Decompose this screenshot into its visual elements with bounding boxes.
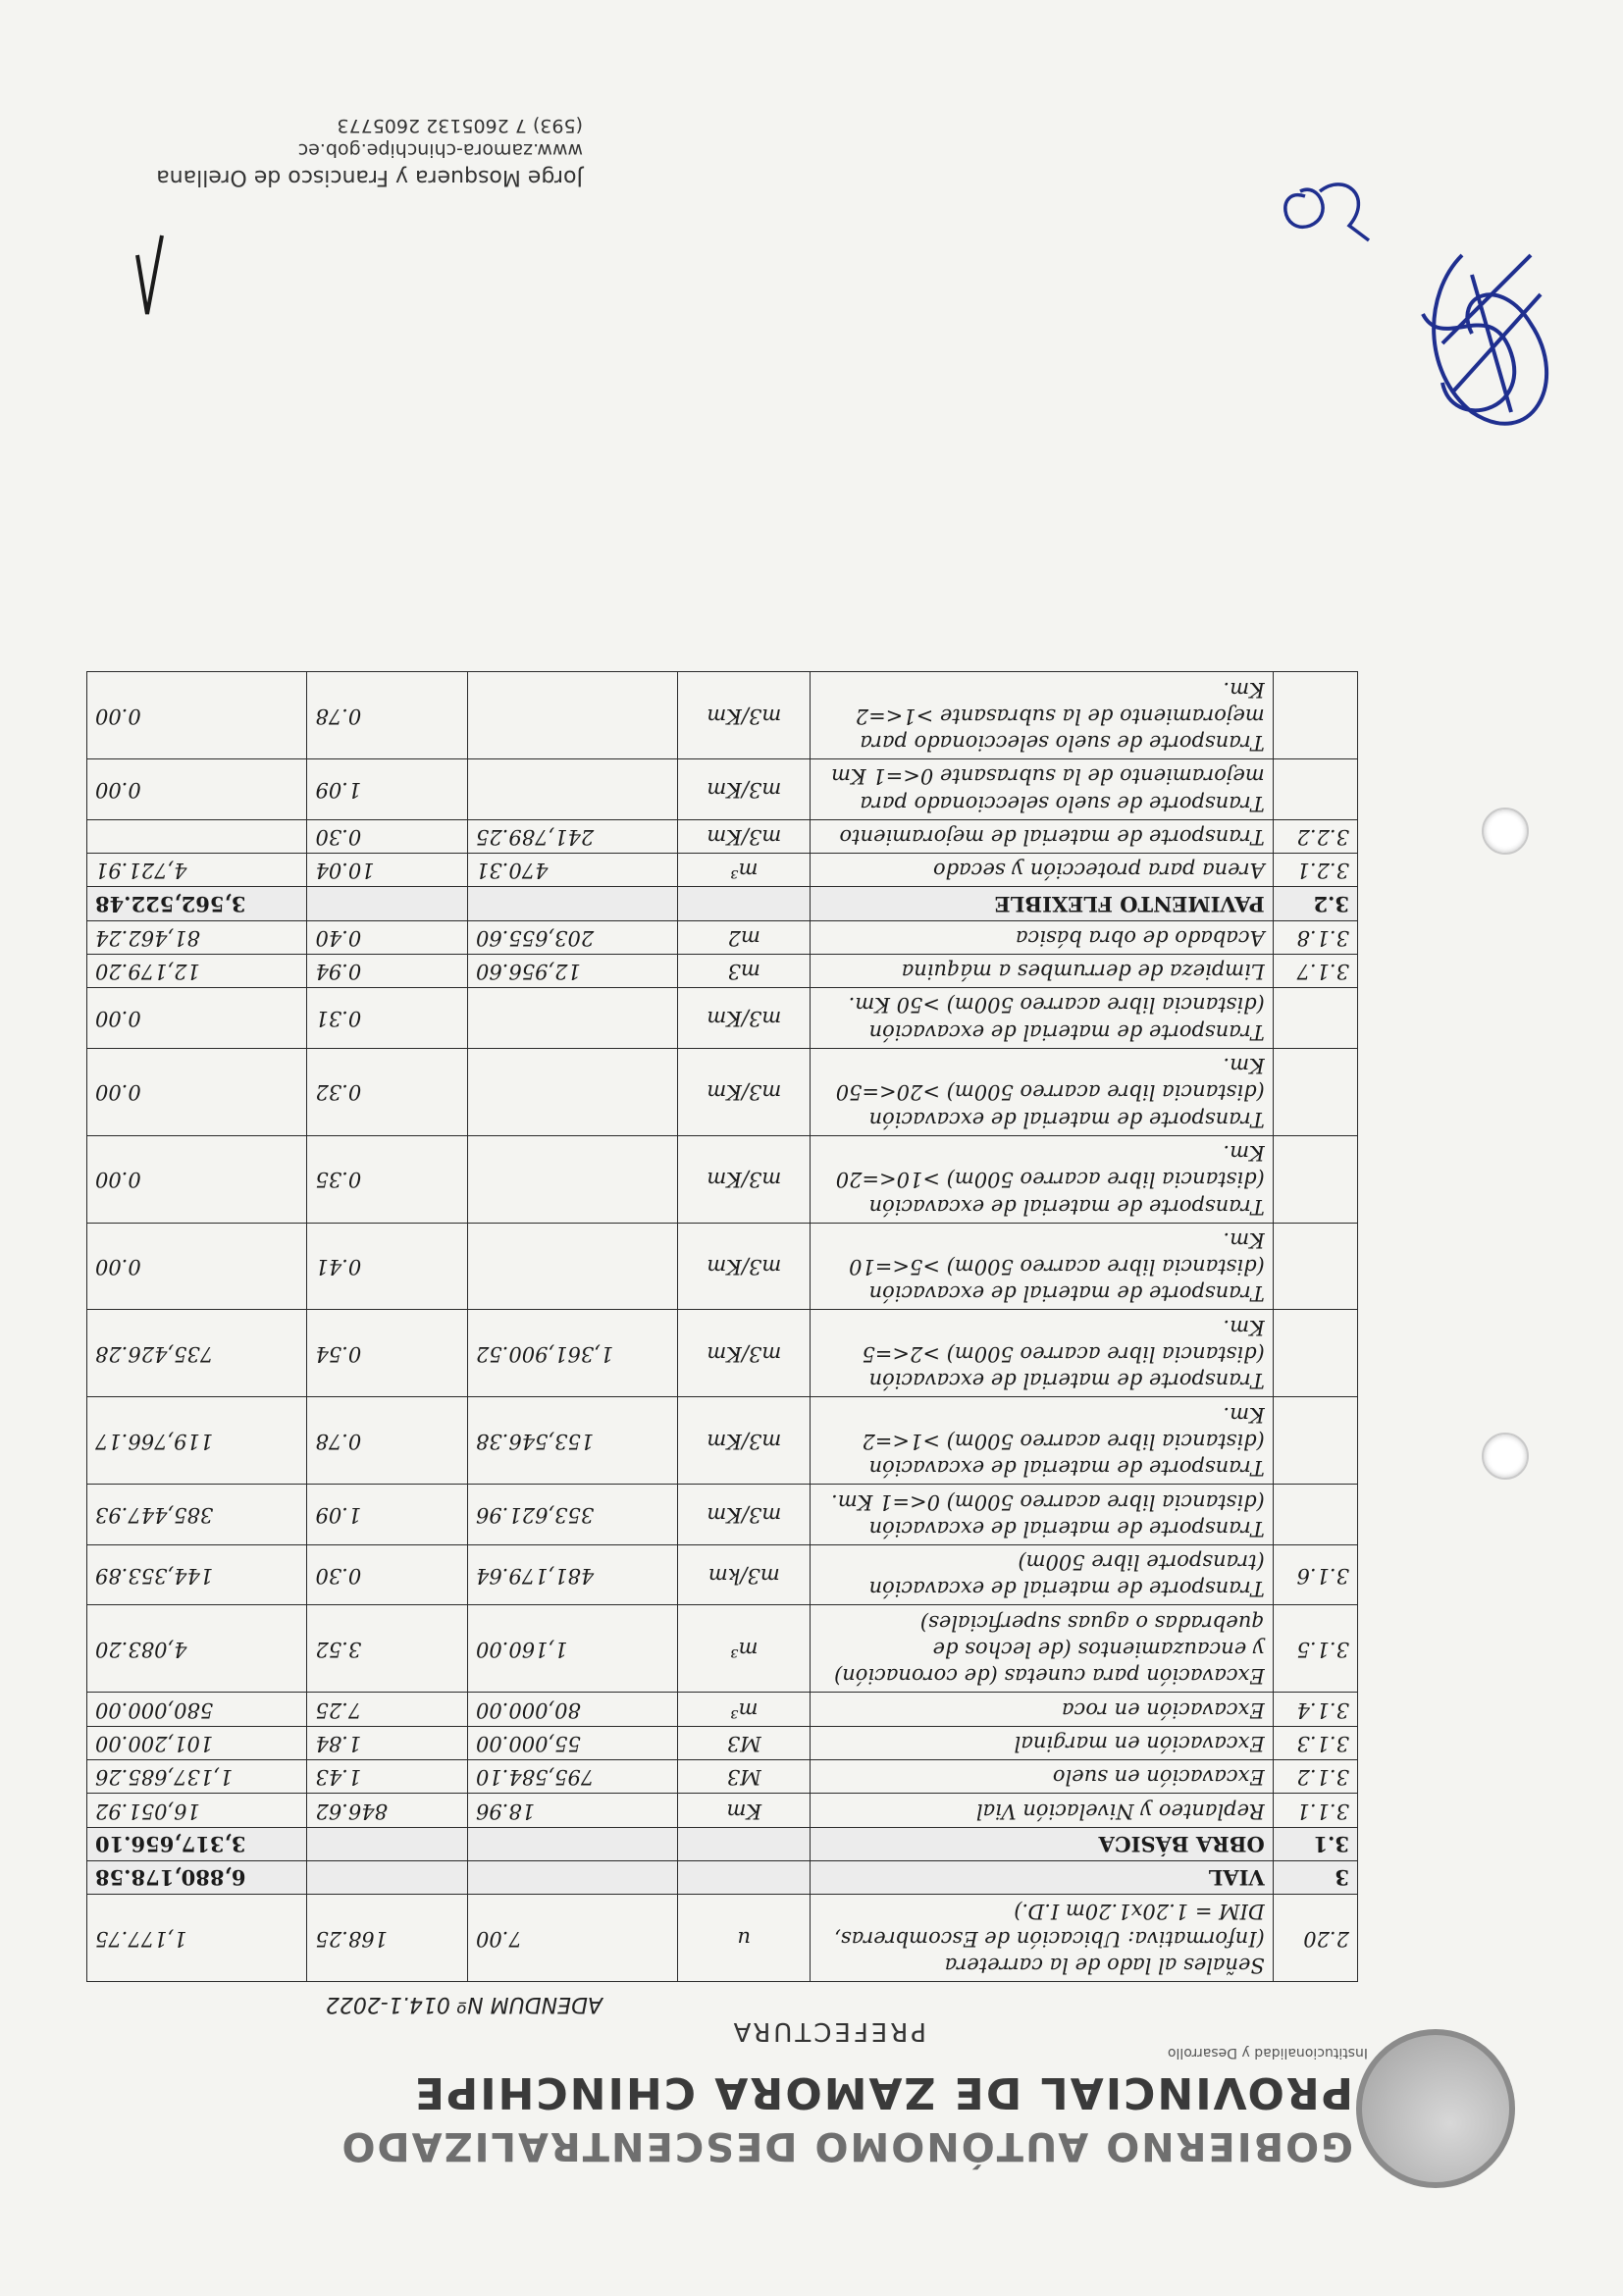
cell-price: 168.25 <box>307 1895 468 1982</box>
item-row <box>87 1693 1358 1726</box>
cell-price: 0.30 <box>307 819 468 853</box>
cell-price: 1.09 <box>307 1485 468 1545</box>
item-row <box>87 1310 1358 1397</box>
cell-price: 0.35 <box>307 1135 468 1223</box>
cell-qty: 55,000.00 <box>467 1726 677 1759</box>
cell-price: 0.31 <box>307 988 468 1049</box>
cell-code: 2.20 <box>1273 1895 1357 1982</box>
cell-unit: u <box>678 1895 811 1982</box>
cell-unit: M3 <box>678 1759 811 1793</box>
cell-qty: 7.00 <box>467 1895 677 1982</box>
cell-price: 0.54 <box>307 1310 468 1397</box>
cell-total: 16,051.92 <box>87 1794 307 1827</box>
section-row <box>87 887 1358 920</box>
cell-unit: m³ <box>678 1605 811 1693</box>
budget-table-body <box>87 672 1358 1982</box>
cell-unit: m3/Km <box>678 1397 811 1485</box>
item-row <box>87 1397 1358 1485</box>
item-row <box>87 1895 1358 1982</box>
cell-desc: Arena para protección y secado <box>811 854 1274 887</box>
cell-desc: Transporte de suelo seleccionado para mejoramiento de la subrasante >1<=2 Km. <box>811 672 1274 759</box>
cell-code <box>1273 1048 1357 1135</box>
cell-desc: OBRA BÁSICA <box>811 1827 1274 1860</box>
addendum-number: ADENDUM Nº 014.1-2022 <box>325 1992 602 2016</box>
cell-price: 10.04 <box>307 854 468 887</box>
cell-desc: Transporte de material de excavación (distancia libre acarreo 500m) >10<=20 Km. <box>811 1135 1274 1223</box>
cell-qty: 18.96 <box>467 1794 677 1827</box>
item-row <box>87 954 1358 987</box>
cell-code <box>1273 1485 1357 1545</box>
cell-total: 385,447.93 <box>87 1485 307 1545</box>
cell-code <box>1273 1310 1357 1397</box>
prefecture-logo <box>1356 2029 1515 2188</box>
cell-desc: Excavación en suelo <box>811 1759 1274 1793</box>
cell-qty <box>467 887 677 920</box>
cell-desc: Transporte de material de excavación (distancia libre acarreo 500m) >2<=5 Km. <box>811 1310 1274 1397</box>
cell-code: 3.1 <box>1273 1827 1357 1860</box>
cell-qty: 1,361,900.52 <box>467 1310 677 1397</box>
cell-price: 846.62 <box>307 1794 468 1827</box>
cell-unit: m3/Km <box>678 1048 811 1135</box>
cell-total: 81,462.24 <box>87 920 307 954</box>
contact-footer <box>156 112 583 191</box>
cell-total: 735,426.28 <box>87 1310 307 1397</box>
cell-code: 3.1.7 <box>1273 954 1357 987</box>
item-row <box>87 988 1358 1049</box>
section-row <box>87 1827 1358 1860</box>
cell-code <box>1273 1223 1357 1310</box>
cell-qty <box>467 1048 677 1135</box>
cell-price: 0.30 <box>307 1544 468 1605</box>
cell-unit: m3/Km <box>678 819 811 853</box>
cell-total: 4,721.91 <box>87 854 307 887</box>
cell-code <box>1273 1397 1357 1485</box>
logo-caption: Institucionalidad y Desarrollo <box>1167 2045 1368 2061</box>
cell-desc: Excavación en roca <box>811 1693 1274 1726</box>
cell-unit: m3/Km <box>678 672 811 759</box>
item-row <box>87 759 1358 820</box>
cell-qty <box>467 1827 677 1860</box>
footer-phone: (593) 7 2605132 2605773 <box>337 114 583 136</box>
cell-total: 580,000.00 <box>87 1693 307 1726</box>
cell-code <box>1273 759 1357 820</box>
cell-code: 3.1.2 <box>1273 1759 1357 1793</box>
item-row <box>87 920 1358 954</box>
cell-desc: Transporte de material de excavación (transporte libre 500m) <box>811 1544 1274 1605</box>
cell-qty: 203,655.60 <box>467 920 677 954</box>
cell-price <box>307 1827 468 1860</box>
cell-desc: Transporte de material de excavación (distancia libre acarreo 500m) >20<=50 Km. <box>811 1048 1274 1135</box>
cell-price: 1.43 <box>307 1759 468 1793</box>
item-row <box>87 1544 1358 1605</box>
prefectura-label: PREFECTURA <box>730 2016 926 2046</box>
cell-code <box>1273 988 1357 1049</box>
cell-total: 0.00 <box>87 1048 307 1135</box>
cell-code: 3 <box>1273 1860 1357 1894</box>
cell-total: 119,766.17 <box>87 1397 307 1485</box>
item-row <box>87 672 1358 759</box>
cell-total: 101,200.00 <box>87 1726 307 1759</box>
cell-unit <box>678 887 811 920</box>
cell-total: 0.00 <box>87 1223 307 1310</box>
cell-total: 0.00 <box>87 759 307 820</box>
cell-code <box>1273 1135 1357 1223</box>
cell-desc: Señales al lado de la carretera (Informativa: Ubicación de Escombreras, DIM = 1.20x1.20m I.D.) <box>811 1895 1274 1982</box>
cell-total: 3,562,522.48 <box>87 887 307 920</box>
cell-price: 1.09 <box>307 759 468 820</box>
cell-price: 0.41 <box>307 1223 468 1310</box>
cell-total: 0.00 <box>87 1135 307 1223</box>
item-row <box>87 854 1358 887</box>
government-name-line2: PROVINCIAL DE ZAMORA CHINCHIPE <box>412 2067 1353 2117</box>
cell-price: 7.25 <box>307 1693 468 1726</box>
cell-price: 0.94 <box>307 954 468 987</box>
cell-unit: m3/Km <box>678 1223 811 1310</box>
cell-code: 3.1.8 <box>1273 920 1357 954</box>
section-row <box>87 1860 1358 1894</box>
cell-code: 3.2.1 <box>1273 854 1357 887</box>
item-row <box>87 1135 1358 1223</box>
item-row <box>87 1794 1358 1827</box>
item-row <box>87 1605 1358 1693</box>
cell-desc: Replanteo y Nivelación Vial <box>811 1794 1274 1827</box>
cell-desc: Excavación para cunetas (de coronación) y encauzamientos (de lechos de quebradas o aguas superficiales) <box>811 1605 1274 1693</box>
cell-price: 0.40 <box>307 920 468 954</box>
cell-qty: 795,584.10 <box>467 1759 677 1793</box>
footer-address: Jorge Mosquera y Francisco de Orellana <box>156 165 583 189</box>
cell-unit <box>678 1827 811 1860</box>
cell-desc: Transporte de material de excavación (distancia libre acarreo 500m) 0<=1 Km. <box>811 1485 1274 1545</box>
cell-qty <box>467 1223 677 1310</box>
item-row <box>87 1223 1358 1310</box>
cell-qty: 153,546.38 <box>467 1397 677 1485</box>
cell-qty <box>467 988 677 1049</box>
cell-desc: PAVIMENTO FLEXIBLE <box>811 887 1274 920</box>
cell-total: 0.00 <box>87 988 307 1049</box>
cell-qty: 470.31 <box>467 854 677 887</box>
footer-website: www.zamora-chinchipe.gob.ec <box>297 139 583 162</box>
cell-code: 3.1.1 <box>1273 1794 1357 1827</box>
cell-unit: m3/Km <box>678 759 811 820</box>
item-row <box>87 1726 1358 1759</box>
cell-desc: Transporte de material de mejoramiento <box>811 819 1274 853</box>
cell-desc: Acabado de obra básica <box>811 920 1274 954</box>
punch-hole-lower <box>1482 1433 1529 1480</box>
cell-qty <box>467 1860 677 1894</box>
cell-unit: m3/km <box>678 1544 811 1605</box>
cell-desc: VIAL <box>811 1860 1274 1894</box>
cell-total: 1,137,685.26 <box>87 1759 307 1793</box>
cell-price: 0.78 <box>307 1397 468 1485</box>
cell-total: 1,177.75 <box>87 1895 307 1982</box>
cell-desc: Transporte de material de excavación (distancia libre acarreo 500m) >1<=2 Km. <box>811 1397 1274 1485</box>
cell-unit: Km <box>678 1794 811 1827</box>
cell-unit: m3/Km <box>678 1135 811 1223</box>
item-row <box>87 1048 1358 1135</box>
cell-unit: m2 <box>678 920 811 954</box>
cell-price <box>307 1860 468 1894</box>
cell-price: 1.84 <box>307 1726 468 1759</box>
cell-qty: 80,000.00 <box>467 1693 677 1726</box>
cell-price: 3.52 <box>307 1605 468 1693</box>
budget-table <box>86 671 1358 1982</box>
punch-hole-upper <box>1482 808 1529 855</box>
cell-qty: 353,621.96 <box>467 1485 677 1545</box>
cell-unit: m3/Km <box>678 988 811 1049</box>
cell-code: 3.1.4 <box>1273 1693 1357 1726</box>
cell-qty <box>467 1135 677 1223</box>
cell-total: 4,083.20 <box>87 1605 307 1693</box>
cell-total: 144,353.89 <box>87 1544 307 1605</box>
item-row <box>87 1759 1358 1793</box>
cell-total: 6,880,178.58 <box>87 1860 307 1894</box>
item-row <box>87 819 1358 853</box>
cell-qty: 241,789.25 <box>467 819 677 853</box>
cell-qty <box>467 672 677 759</box>
cell-unit: M3 <box>678 1726 811 1759</box>
cell-total: 3,317,656.10 <box>87 1827 307 1860</box>
cell-unit: m3/Km <box>678 1310 811 1397</box>
cell-code <box>1273 672 1357 759</box>
cell-code: 3.2 <box>1273 887 1357 920</box>
letterhead <box>82 1982 1554 2208</box>
cell-total: 12,179.20 <box>87 954 307 987</box>
cell-price: 0.32 <box>307 1048 468 1135</box>
cell-code: 3.2.2 <box>1273 819 1357 853</box>
cell-price: 0.78 <box>307 672 468 759</box>
cell-code: 3.1.6 <box>1273 1544 1357 1605</box>
cell-price <box>307 887 468 920</box>
cell-desc: Limpieza de derrumbes a máquina <box>811 954 1274 987</box>
government-name-line1: GOBIERNO AUTÓNOMO DESCENTRALIZADO <box>340 2123 1353 2168</box>
cell-qty: 481,179.64 <box>467 1544 677 1605</box>
cell-code: 3.1.5 <box>1273 1605 1357 1693</box>
cell-total: 0.00 <box>87 672 307 759</box>
cell-total <box>87 819 307 853</box>
cell-unit: m³ <box>678 854 811 887</box>
cell-desc: Transporte de material de excavación (distancia libre acarreo 500m) >5<=10 Km. <box>811 1223 1274 1310</box>
cell-qty: 12,956.60 <box>467 954 677 987</box>
cell-desc: Excavación en marginal <box>811 1726 1274 1759</box>
cell-code: 3.1.3 <box>1273 1726 1357 1759</box>
cell-qty: 1,160.00 <box>467 1605 677 1693</box>
cell-qty <box>467 759 677 820</box>
cell-unit: m³ <box>678 1693 811 1726</box>
cell-desc: Transporte de suelo seleccionado para mejoramiento de la subrasante 0<=1 Km <box>811 759 1274 820</box>
cell-desc: Transporte de material de excavación (distancia libre acarreo 500m) >50 Km. <box>811 988 1274 1049</box>
item-row <box>87 1485 1358 1545</box>
cell-unit: m3 <box>678 954 811 987</box>
cell-unit: m3/Km <box>678 1485 811 1545</box>
cell-unit <box>678 1860 811 1894</box>
